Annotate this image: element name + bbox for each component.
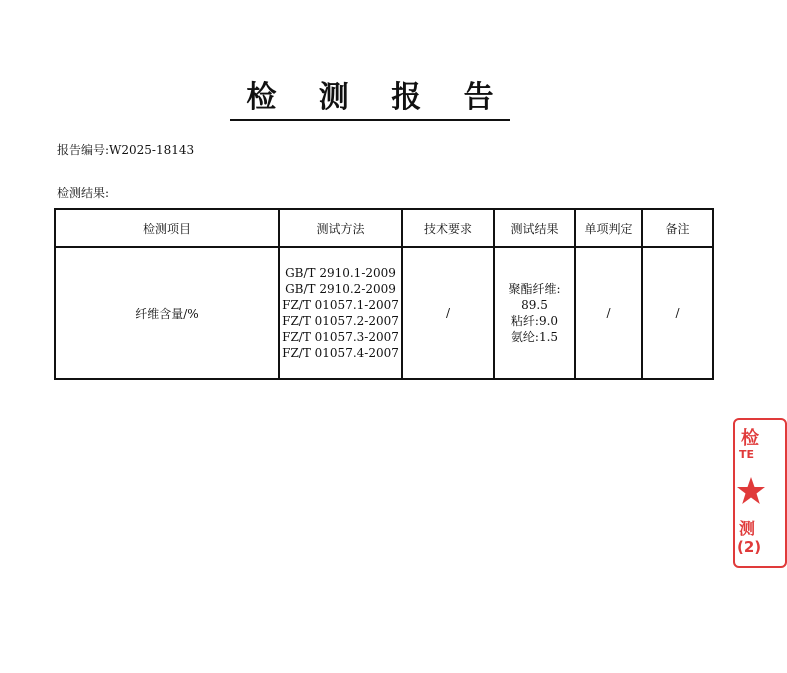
cell-test-methods	[279, 247, 402, 379]
method-line: GB/T 2910.1-2009	[285, 266, 396, 280]
stamp-text-test: TE	[739, 448, 755, 461]
result-line: 聚酯纤维:	[508, 282, 561, 296]
report-title: 检 测 报 告	[230, 78, 509, 121]
result-line: 粘纤:9.0	[510, 314, 559, 328]
result-line: 89.5	[521, 298, 548, 312]
header-test-item: 检测项目	[55, 209, 279, 247]
stamp-text-middle: 测	[739, 519, 756, 538]
stamp-text-bottom: (2)	[737, 538, 762, 556]
table-header-row	[55, 209, 713, 247]
method-line: GB/T 2910.2-2009	[285, 282, 396, 296]
table-row	[55, 247, 713, 379]
report-number: 报告编号:W2025-18143	[57, 143, 195, 157]
cell-requirement: /	[402, 247, 494, 379]
header-requirement: 技术要求	[402, 209, 494, 247]
report-title-container	[0, 78, 740, 121]
header-test-result: 测试结果	[494, 209, 575, 247]
cell-remark: /	[642, 247, 713, 379]
star-icon	[736, 476, 766, 506]
inspection-seal-stamp	[733, 418, 787, 568]
cell-test-item: 纤维含量/%	[55, 247, 279, 379]
header-judgement: 单项判定	[575, 209, 642, 247]
result-line: 氨纶:1.5	[510, 330, 559, 344]
result-label: 检测结果:	[57, 186, 110, 200]
header-remark: 备注	[642, 209, 713, 247]
method-line: FZ/T 01057.4-2007	[282, 346, 399, 360]
header-test-method: 测试方法	[279, 209, 402, 247]
method-line: FZ/T 01057.3-2007	[282, 330, 399, 344]
method-line: FZ/T 01057.2-2007	[282, 314, 399, 328]
stamp-text-top: 检	[741, 428, 759, 449]
cell-test-results	[494, 247, 575, 379]
test-result-table	[54, 208, 714, 380]
method-line: FZ/T 01057.1-2007	[282, 298, 399, 312]
cell-judgement: /	[575, 247, 642, 379]
